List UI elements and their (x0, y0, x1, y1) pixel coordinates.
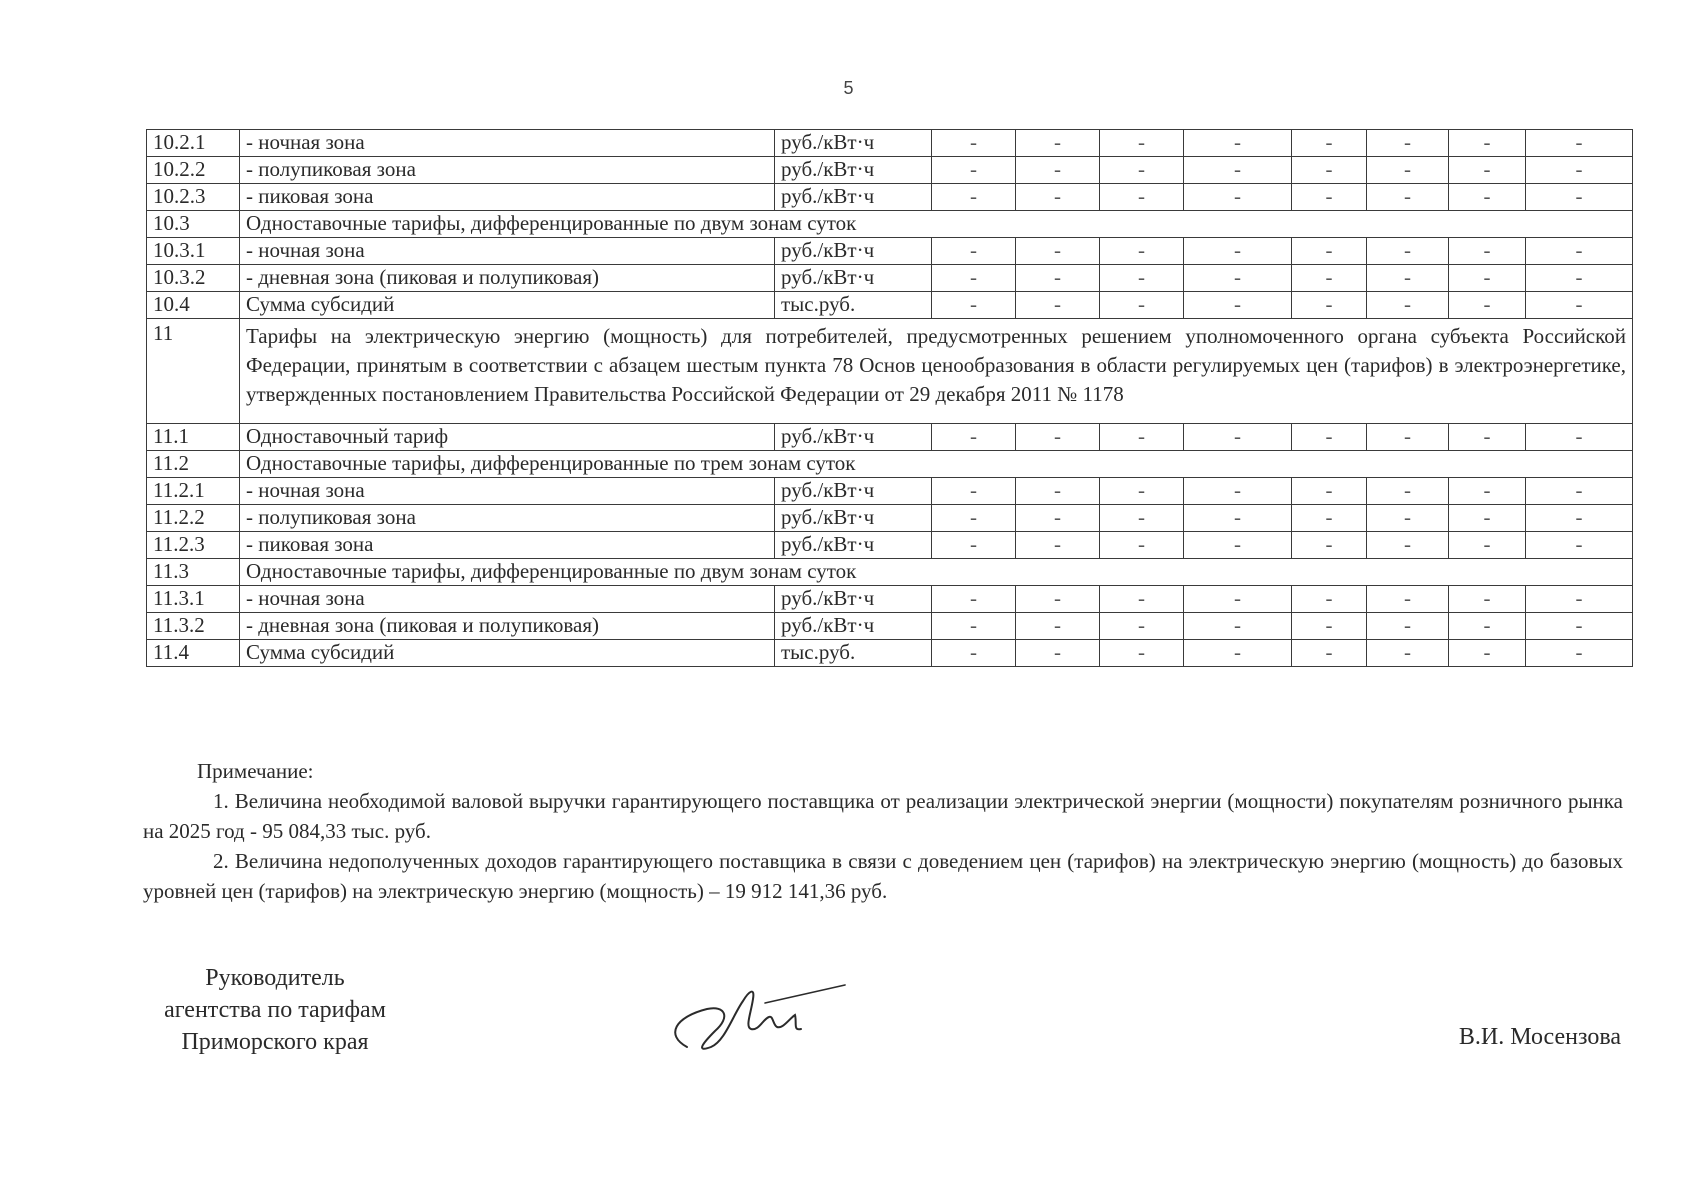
table-row (147, 640, 1633, 667)
table-row (147, 292, 1633, 319)
note-item-1: 1. Величина необходимой валовой выручки гарантирующего поставщика от реализации электрической энергии (мощности) покупателям розничного рынка на 2025 год - 95 084,33 тыс. руб. (143, 789, 1623, 843)
row-value-cell: - (1292, 184, 1367, 211)
row-value-cell: - (1100, 157, 1184, 184)
row-label-cell: Одноставочные тарифы, дифференцированные по двум зонам суток (240, 559, 1633, 586)
row-value-cell: - (1016, 505, 1100, 532)
table-row (147, 559, 1633, 586)
table-row (147, 613, 1633, 640)
table-row (147, 532, 1633, 559)
row-value-cell: - (1526, 505, 1633, 532)
row-value-cell: - (1526, 478, 1633, 505)
row-value-cell: - (932, 157, 1016, 184)
row-unit-cell: тыс.руб. (775, 292, 932, 319)
row-value-cell: - (1016, 292, 1100, 319)
row-value-cell: - (1292, 238, 1367, 265)
row-value-cell: - (1292, 532, 1367, 559)
row-value-cell: - (1184, 265, 1292, 292)
row-value-cell: - (1184, 640, 1292, 667)
row-value-cell: - (1016, 478, 1100, 505)
row-value-cell: - (1526, 184, 1633, 211)
row-value-cell: - (1016, 640, 1100, 667)
row-code-cell: 10.3.1 (147, 238, 240, 265)
row-code-cell: 10.2.2 (147, 157, 240, 184)
row-label-cell: Тарифы на электрическую энергию (мощность) для потребителей, предусмотренных решением уполномоченного органа субъекта Российской Федерации, принятым в соответствии с абзацем шестым пункта 78 Основ ценообразования в области регулируемых цен (тарифов) в электроэнергетике, утвержденных постановлением Правительства Российской Федерации от 29 декабря 2011 № 1178 (240, 319, 1633, 424)
row-unit-cell: тыс.руб. (775, 640, 932, 667)
row-value-cell: - (1100, 292, 1184, 319)
row-value-cell: - (1526, 292, 1633, 319)
row-code-cell: 11.2.3 (147, 532, 240, 559)
table-row (147, 184, 1633, 211)
row-value-cell: - (1100, 586, 1184, 613)
row-value-cell: - (1367, 532, 1449, 559)
row-value-cell: - (1016, 532, 1100, 559)
signer-name: В.И. Мосензова (1458, 1024, 1621, 1050)
notes-section (143, 756, 1623, 906)
row-unit-cell: руб./кВт·ч (775, 184, 932, 211)
row-value-cell: - (1526, 640, 1633, 667)
row-value-cell: - (1449, 478, 1526, 505)
row-value-cell: - (1526, 586, 1633, 613)
row-value-cell: - (1016, 613, 1100, 640)
row-value-cell: - (1526, 238, 1633, 265)
row-value-cell: - (1367, 613, 1449, 640)
row-value-cell: - (1292, 130, 1367, 157)
row-value-cell: - (1367, 424, 1449, 451)
row-value-cell: - (1184, 613, 1292, 640)
row-unit-cell: руб./кВт·ч (775, 586, 932, 613)
row-value-cell: - (1526, 157, 1633, 184)
row-value-cell: - (1184, 130, 1292, 157)
row-value-cell: - (1449, 505, 1526, 532)
row-code-cell: 10.2.1 (147, 130, 240, 157)
row-value-cell: - (1184, 238, 1292, 265)
row-value-cell: - (1292, 292, 1367, 319)
row-value-cell: - (1100, 613, 1184, 640)
table-row (147, 157, 1633, 184)
row-value-cell: - (1526, 265, 1633, 292)
row-label-cell: - ночная зона (240, 130, 775, 157)
row-value-cell: - (1367, 184, 1449, 211)
signer-position-line-1: Руководитель (205, 965, 345, 991)
row-value-cell: - (1016, 265, 1100, 292)
row-value-cell: - (932, 130, 1016, 157)
table-row (147, 505, 1633, 532)
row-code-cell: 11.3.2 (147, 613, 240, 640)
row-code-cell: 11.2.2 (147, 505, 240, 532)
row-value-cell: - (1526, 130, 1633, 157)
row-value-cell: - (1449, 238, 1526, 265)
row-value-cell: - (1526, 424, 1633, 451)
row-value-cell: - (1292, 424, 1367, 451)
row-value-cell: - (1526, 532, 1633, 559)
row-unit-cell: руб./кВт·ч (775, 265, 932, 292)
row-value-cell: - (932, 640, 1016, 667)
table-row (147, 211, 1633, 238)
row-value-cell: - (1449, 265, 1526, 292)
row-value-cell: - (932, 184, 1016, 211)
table-row (147, 451, 1633, 478)
table-row (147, 265, 1633, 292)
row-unit-cell: руб./кВт·ч (775, 424, 932, 451)
row-value-cell: - (1184, 505, 1292, 532)
row-value-cell: - (932, 478, 1016, 505)
row-value-cell: - (1449, 130, 1526, 157)
notes-title: Примечание: (197, 759, 314, 783)
row-value-cell: - (1367, 640, 1449, 667)
row-value-cell: - (1367, 238, 1449, 265)
row-label-cell: - полупиковая зона (240, 505, 775, 532)
row-unit-cell: руб./кВт·ч (775, 613, 932, 640)
row-value-cell: - (1449, 292, 1526, 319)
row-value-cell: - (1016, 130, 1100, 157)
row-unit-cell: руб./кВт·ч (775, 238, 932, 265)
row-label-cell: - ночная зона (240, 238, 775, 265)
row-value-cell: - (1367, 130, 1449, 157)
row-label-cell: - пиковая зона (240, 532, 775, 559)
row-value-cell: - (1449, 586, 1526, 613)
row-label-cell: - пиковая зона (240, 184, 775, 211)
row-code-cell: 11 (147, 319, 240, 424)
row-value-cell: - (1100, 505, 1184, 532)
row-code-cell: 11.2.1 (147, 478, 240, 505)
row-value-cell: - (1100, 424, 1184, 451)
row-label-cell: Сумма субсидий (240, 292, 775, 319)
row-value-cell: - (1184, 157, 1292, 184)
row-code-cell: 11.3.1 (147, 586, 240, 613)
row-value-cell: - (1016, 157, 1100, 184)
table-row (147, 478, 1633, 505)
row-value-cell: - (1016, 238, 1100, 265)
row-unit-cell: руб./кВт·ч (775, 505, 932, 532)
row-value-cell: - (1184, 292, 1292, 319)
table-row (147, 130, 1633, 157)
row-value-cell: - (1016, 586, 1100, 613)
row-code-cell: 11.4 (147, 640, 240, 667)
row-unit-cell: руб./кВт·ч (775, 532, 932, 559)
row-label-cell: - дневная зона (пиковая и полупиковая) (240, 265, 775, 292)
signer-position (140, 962, 410, 1058)
row-code-cell: 11.2 (147, 451, 240, 478)
row-value-cell: - (1100, 640, 1184, 667)
row-value-cell: - (932, 292, 1016, 319)
row-code-cell: 11.3 (147, 559, 240, 586)
row-value-cell: - (932, 613, 1016, 640)
row-label-cell: Одноставочные тарифы, дифференцированные по трем зонам суток (240, 451, 1633, 478)
row-code-cell: 11.1 (147, 424, 240, 451)
row-label-cell: - дневная зона (пиковая и полупиковая) (240, 613, 775, 640)
row-value-cell: - (1100, 532, 1184, 559)
row-value-cell: - (1100, 130, 1184, 157)
row-value-cell: - (1184, 532, 1292, 559)
row-value-cell: - (1016, 424, 1100, 451)
row-value-cell: - (1100, 478, 1184, 505)
row-value-cell: - (1184, 478, 1292, 505)
row-label-cell: Одноставочные тарифы, дифференцированные по двум зонам суток (240, 211, 1633, 238)
row-value-cell: - (1292, 613, 1367, 640)
row-label-cell: - полупиковая зона (240, 157, 775, 184)
signer-position-line-2: агентства по тарифам (164, 997, 386, 1023)
row-code-cell: 10.2.3 (147, 184, 240, 211)
handwritten-signature (655, 965, 855, 1065)
row-value-cell: - (1449, 613, 1526, 640)
row-value-cell: - (932, 238, 1016, 265)
row-label-cell: - ночная зона (240, 586, 775, 613)
row-value-cell: - (1100, 238, 1184, 265)
row-value-cell: - (1526, 613, 1633, 640)
tariff-table (146, 129, 1633, 667)
row-code-cell: 10.3.2 (147, 265, 240, 292)
row-value-cell: - (932, 424, 1016, 451)
row-value-cell: - (1184, 586, 1292, 613)
row-value-cell: - (1292, 157, 1367, 184)
row-value-cell: - (1100, 184, 1184, 211)
row-value-cell: - (1367, 478, 1449, 505)
row-label-cell: Сумма субсидий (240, 640, 775, 667)
row-value-cell: - (1292, 478, 1367, 505)
row-value-cell: - (1449, 532, 1526, 559)
row-code-cell: 10.3 (147, 211, 240, 238)
row-value-cell: - (1367, 265, 1449, 292)
row-value-cell: - (1449, 424, 1526, 451)
row-label-cell: - ночная зона (240, 478, 775, 505)
row-value-cell: - (932, 586, 1016, 613)
row-value-cell: - (1367, 292, 1449, 319)
signer-position-line-3: Приморского края (181, 1029, 369, 1055)
row-value-cell: - (1184, 424, 1292, 451)
row-value-cell: - (1449, 184, 1526, 211)
row-value-cell: - (1367, 505, 1449, 532)
note-item-2: 2. Величина недополученных доходов гарантирующего поставщика в связи с доведением цен (тарифов) на электрическую энергию (мощность) до базовых уровней цен (тарифов) на электрическую энергию (мощность) – 19 912 141,36 руб. (143, 849, 1623, 903)
row-value-cell: - (1292, 265, 1367, 292)
row-value-cell: - (1016, 184, 1100, 211)
row-value-cell: - (1292, 505, 1367, 532)
row-value-cell: - (1367, 586, 1449, 613)
row-label-cell: Одноставочный тариф (240, 424, 775, 451)
table-row (147, 238, 1633, 265)
row-value-cell: - (1292, 586, 1367, 613)
row-value-cell: - (932, 532, 1016, 559)
page-number: 5 (843, 78, 854, 98)
table-row (147, 586, 1633, 613)
row-value-cell: - (932, 265, 1016, 292)
row-value-cell: - (1100, 265, 1184, 292)
row-unit-cell: руб./кВт·ч (775, 478, 932, 505)
row-value-cell: - (932, 505, 1016, 532)
table-row (147, 424, 1633, 451)
row-value-cell: - (1449, 157, 1526, 184)
row-value-cell: - (1449, 640, 1526, 667)
row-code-cell: 10.4 (147, 292, 240, 319)
row-value-cell: - (1184, 184, 1292, 211)
row-value-cell: - (1367, 157, 1449, 184)
row-value-cell: - (1292, 640, 1367, 667)
table-row (147, 319, 1633, 424)
row-unit-cell: руб./кВт·ч (775, 130, 932, 157)
row-unit-cell: руб./кВт·ч (775, 157, 932, 184)
